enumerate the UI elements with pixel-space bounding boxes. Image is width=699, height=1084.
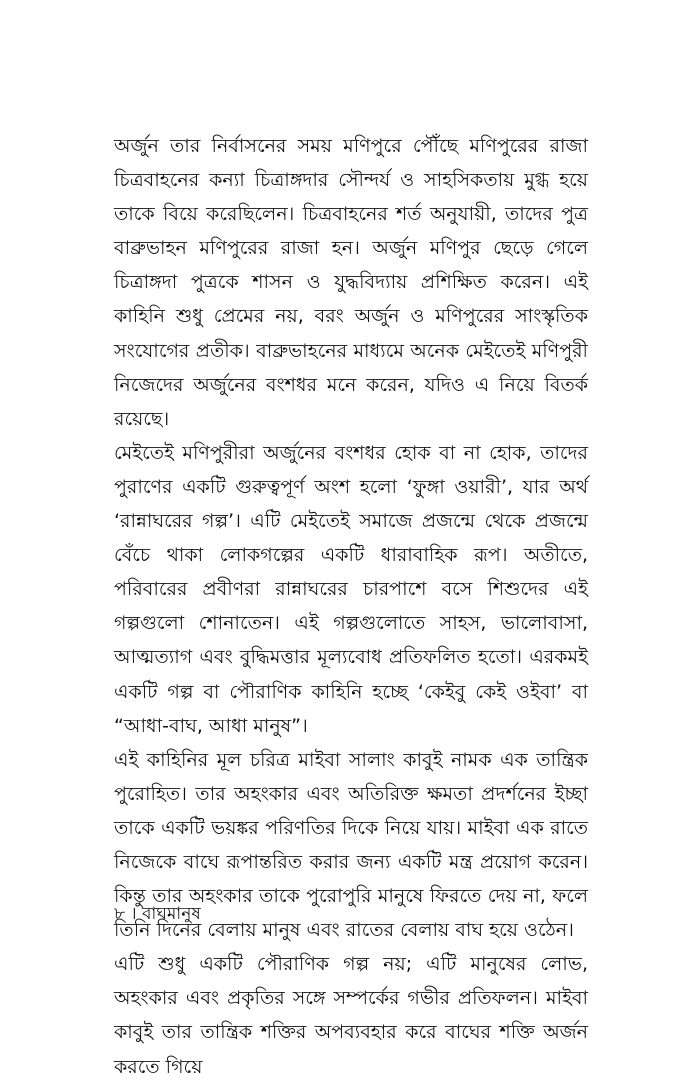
paragraph-arjun-chitrangada: অর্জুন তার নির্বাসনের সময় মণিপুরে পৌঁছে মণিপুরের রাজা চিত্রবাহনের কন্যা চিত্রাঙ্গদার সৌন্দর্য ও সাহসিকতায় মুগ্ধ হয়ে তাকে বিয়ে করেছিলেন। চিত্রবাহনের শর্ত অনুযায়ী, তাদের পুত্র বাব্রুভাহন মণিপুরের রাজা হন। অর্জুন মণিপুর ছেড়ে গেলে চিত্রাঙ্গদা পুত্রকে শাসন ও যুদ্ধবিদ্যায় প্রশিক্ষিত করেন। এই কাহিনি শুধু প্রেমের নয়, বরং অর্জুন ও মণিপুরের সাংস্কৃতিক সংযোগের প্রতীক। বাব্রুভাহনের মাধ্যমে অনেক মেইতেই মণিপুরী নিজেদের অর্জুনের বংশধর মনে করেন, যদিও এ নিয়ে বিতর্ক রয়েছে। <box>114 135 588 430</box>
paragraph-funga-wari: মেইতেই মণিপুরীরা অর্জুনের বংশধর হোক বা না হোক, তাদের পুরাণের একটি গুরুত্বপূর্ণ অংশ হলো ‘ফুঙ্গা ওয়ারী’, যার অর্থ ‘রান্নাঘরের গল্প’। এটি মেইতেই সমাজে প্রজন্মে থেকে প্রজন্মে বেঁচে থাকা লোকগল্পের একটি ধারাবাহিক রূপ। অতীতে, পরিবারের প্রবীণরা রান্নাঘরের চারপাশে বসে শিশুদের এই গল্পগুলো শোনাতেন। এই গল্পগুলোতে সাহস, ভালোবাসা, আত্মত্যাগ এবং বুদ্ধিমত্তার মূল্যবোধ প্রতিফলিত হতো। এরকমই একটি গল্প বা পৌরাণিক কাহিনি হচ্ছে ‘কেইবু কেই ওইবা’ বা “আধা-বাঘ, আধা মানুষ”। <box>114 441 588 737</box>
page-number: ৮ <box>114 904 126 924</box>
page-footer <box>114 902 201 926</box>
paragraph-maiba-salang-kabui: এই কাহিনির মূল চরিত্র মাইবা সালাং কাবুই নামক এক তান্ত্রিক পুরোহিত। তার অহংকার এবং অতিরিক্ত ক্ষমতা প্রদর্শনের ইচ্ছা তাকে একটি ভয়ঙ্কর পরিণতির দিকে নিয়ে যায়। মাইবা এক রাতে নিজেকে বাঘে রূপান্তরিত করার জন্য একটি মন্ত্র প্রয়োগ করেন। কিন্তু তার অহংকার তাকে পুরোপুরি মানুষে ফিরতে দেয় না, ফলে তিনি দিনের বেলায় মানুষ এবং রাতের বেলায় বাঘ হয়ে ওঠেন। <box>114 748 588 942</box>
footer-separator: । <box>130 904 137 924</box>
running-book-title: বাঘমানুষ <box>141 904 201 924</box>
paragraph-moral-reflection: এটি শুধু একটি পৌরাণিক গল্প নয়; এটি মানুষের লোভ, অহংকার এবং প্রকৃতির সঙ্গে সম্পর্কের গভীর প্রতিফলন। মাইবা কাবুই তার তান্ত্রিক শক্তির অপব্যবহার করে বাঘের শক্তি অর্জন করতে গিয়ে <box>114 953 588 1078</box>
body-text <box>114 129 588 1084</box>
